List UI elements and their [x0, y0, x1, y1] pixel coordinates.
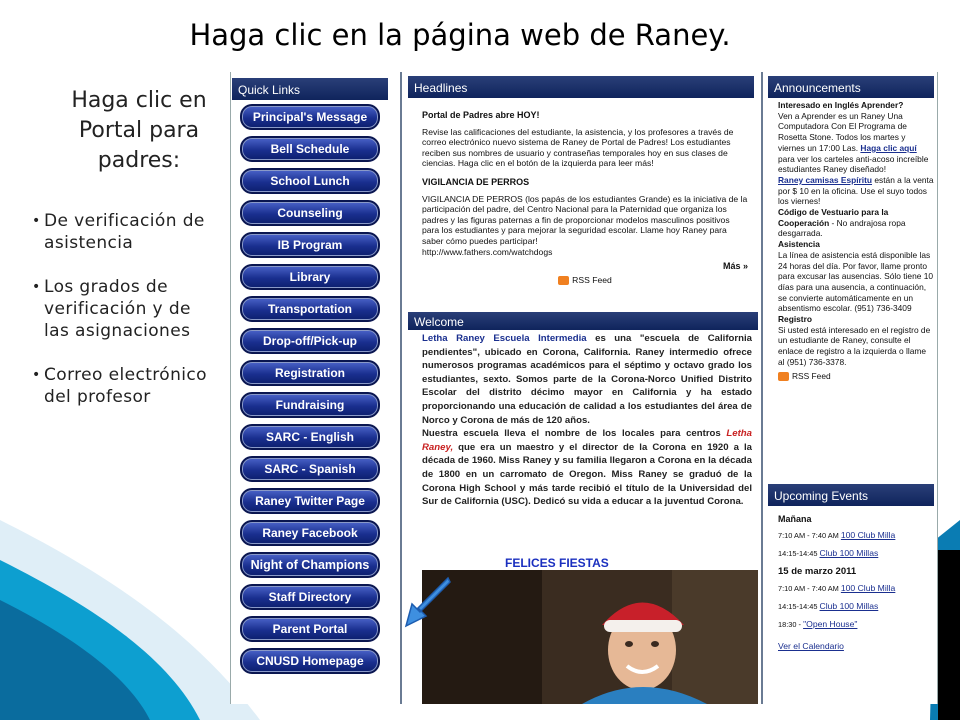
announcement-body: La línea de asistencia está disponible las 24 horas del día. Por favor, llame pronto para excusar las ausencias. Sólo tiene 10 días para una ausencia, a continuación, se convierte automáticamente en un absentismo escolar. (951) 736-3409: [778, 249, 934, 314]
rss-icon: [778, 372, 789, 381]
more-link[interactable]: Más »: [722, 261, 748, 272]
column-divider: [761, 72, 763, 704]
headline-title: VIGILANCIA DE PERROS: [422, 176, 530, 187]
quick-link-twitter[interactable]: Raney Twitter Page: [240, 488, 380, 514]
headline-body: VIGILANCIA DE PERROS (los papás de los estudiantes Grande) es la iniciativa de la participación del padre, del Centro Nacional para la Paternidad que organiza los padres y las figuras paternas a fin de proporcionar modelos masculinos positivos para los estudiantes y para mejorar la seguridad escolar. Llame hoy Raney para saber cómo puedes participar!: [422, 193, 748, 246]
quick-link-registration[interactable]: Registration: [240, 360, 380, 386]
slide-title: Haga clic en la página web de Raney.: [189, 18, 731, 52]
calendar-link[interactable]: Ver el Calendario: [778, 641, 844, 651]
quick-links-list: [232, 104, 392, 684]
event-link[interactable]: Club 100 Millas: [819, 601, 879, 611]
quick-link-staff-directory[interactable]: Staff Directory: [240, 584, 380, 610]
quick-link-fundraising[interactable]: Fundraising: [240, 392, 380, 418]
event-link[interactable]: Club 100 Millas: [819, 548, 879, 558]
headlines-panel: [408, 76, 754, 285]
headline-body: Revise las calificaciones del estudiante, la asistencia, y los profesores a través de correo electrónico nuevo sistema de Raney de Portal de Padres! Los estudiantes reciben sus nombres de usuario y contraseñas temporales hoy en sus clases de ciencias. Haga clic en el botón de la izquierda para leer más!: [422, 126, 734, 169]
announcements-header: Announcements: [768, 76, 934, 98]
quick-link-parent-portal[interactable]: Parent Portal: [240, 616, 380, 642]
event-item: 14:15-14:45 Club 100 Millas: [778, 548, 879, 558]
quick-link-sarc-english[interactable]: SARC - English: [240, 424, 380, 450]
announcements-panel: [768, 76, 936, 381]
bullet-text: Los grados de verificación y de las asignaciones: [44, 277, 191, 341]
rss-icon: [558, 276, 569, 285]
left-heading: Haga clic en Portal para padres:: [71, 88, 207, 173]
quick-link-school-lunch[interactable]: School Lunch: [240, 168, 380, 194]
headlines-header: Headlines: [408, 76, 754, 98]
event-link[interactable]: 100 Club Milla: [840, 583, 896, 593]
quick-link-ib-program[interactable]: IB Program: [240, 232, 380, 258]
click-here-link[interactable]: Haga clic aquí: [860, 142, 917, 153]
bullet-text: Correo electrónico del profesor: [44, 365, 207, 407]
welcome-paragraph: es una "escuela de California pendientes", ubicado en Corona, California. Raney intermedio ofrece numerosos programas académicos para el séptimo y octavo grado los estudiantes, sexto. Somos parte de la Corona-Norco Unified Distrito Escolar del distrito décimo mayor en California y ha estado proporcionando una educación de calidad a los estudiantes del área de Norco y Corona de más de 120 años.: [422, 333, 752, 426]
event-item: 14:15-14:45 Club 100 Millas: [778, 601, 879, 611]
quick-link-facebook[interactable]: Raney Facebook: [240, 520, 380, 546]
event-item: 7:10 AM - 7:40 AM 100 Club Milla: [778, 583, 896, 593]
quick-link-sarc-spanish[interactable]: SARC - Spanish: [240, 456, 380, 482]
holiday-photo: [422, 570, 758, 704]
bullet-item: [28, 364, 214, 408]
quick-link-bell-schedule[interactable]: Bell Schedule: [240, 136, 380, 162]
quick-link-night-of-champions[interactable]: Night of Champions: [240, 552, 380, 578]
bullet-list: [28, 210, 214, 430]
announcement-body: Raney camisas Espíritu están a la venta por $ 10 en la oficina. Use el suyo todos los viernes!: [778, 174, 934, 207]
welcome-paragraph: Nuestra escuela lleva el nombre de los locales para centros: [422, 428, 727, 440]
event-link[interactable]: 100 Club Milla: [840, 530, 896, 540]
announcement-title: Interesado en Inglés Aprender?: [778, 100, 904, 110]
welcome-name: Letha Raney,: [422, 428, 752, 453]
announcement-body: Ven a Aprender es un Raney Una Computadora Con El Programa de Rosetta Stone. Todos los martes y viernes un 17:00 Las. Haga clic aquí para ver los carteles anti-acoso increíble estudiantes Raney diseñado!: [778, 110, 929, 175]
welcome-paragraph: que era un maestro y el director de la Corona en 1920 a la década de 1960. Miss Raney y su familia llegaron a Corona en la década de 1800 en un carromato de Oregon. Miss Raney se graduó de la Corona High School y más tarde recibió el título de la Universidad del Sur de California (USC). Dedicó su vida a educar a la juventud Corona.: [422, 441, 752, 508]
quick-link-principals-message[interactable]: Principal's Message: [240, 104, 380, 130]
events-panel: [768, 484, 934, 651]
spirit-shirts-link[interactable]: Raney camisas Espíritu: [778, 174, 873, 185]
announcement-body: Código de Vestuario para la Cooperación - No andrajosa ropa desgarrada.: [778, 207, 906, 239]
event-day: 15 de marzo 2011: [778, 566, 857, 577]
photo-caption: FELICES FIESTAS: [505, 556, 609, 570]
announcement-body: Si usted está interesado en el registro de un estudiante de Raney, consulte el enlace de registro a la izquierda o llame al (951) 736-3378.: [778, 324, 931, 367]
quick-link-counseling[interactable]: Counseling: [240, 200, 380, 226]
welcome-lead: Letha Raney Escuela Intermedia: [422, 333, 587, 344]
quick-link-cnusd-homepage[interactable]: CNUSD Homepage: [240, 648, 380, 674]
welcome-text: [422, 332, 752, 509]
headline-url[interactable]: http://www.fathers.com/watchdogs: [422, 246, 553, 257]
rss-feed-link[interactable]: RSS Feed: [572, 274, 612, 285]
quick-link-transportation[interactable]: Transportation: [240, 296, 380, 322]
arrow-icon: [404, 574, 454, 630]
bullet-text: De verificación de asistencia: [44, 211, 205, 253]
event-link[interactable]: "Open House": [803, 619, 858, 629]
announcement-title: Registro: [778, 314, 812, 325]
bullet-icon: •: [32, 279, 41, 295]
quick-link-drop-off-pick-up[interactable]: Drop-off/Pick-up: [240, 328, 380, 354]
events-header: Upcoming Events: [768, 484, 934, 506]
welcome-header: Welcome: [408, 312, 758, 330]
event-item: 7:10 AM - 7:40 AM 100 Club Milla: [778, 530, 896, 540]
bullet-item: [28, 210, 214, 254]
rss-feed-link[interactable]: RSS Feed: [792, 370, 831, 381]
student-photo-icon: [422, 570, 758, 704]
bullet-icon: •: [32, 367, 41, 383]
announcement-title: Asistencia: [778, 239, 820, 250]
quick-links-header: Quick Links: [232, 78, 388, 100]
event-day: Mañana: [778, 514, 812, 524]
bullet-item: [28, 276, 214, 342]
headline-title: Portal de Padres abre HOY!: [422, 110, 540, 120]
quick-link-library[interactable]: Library: [240, 264, 380, 290]
column-divider: [400, 72, 402, 704]
event-item: 18:30 - "Open House": [778, 619, 858, 629]
bullet-icon: •: [32, 213, 41, 229]
